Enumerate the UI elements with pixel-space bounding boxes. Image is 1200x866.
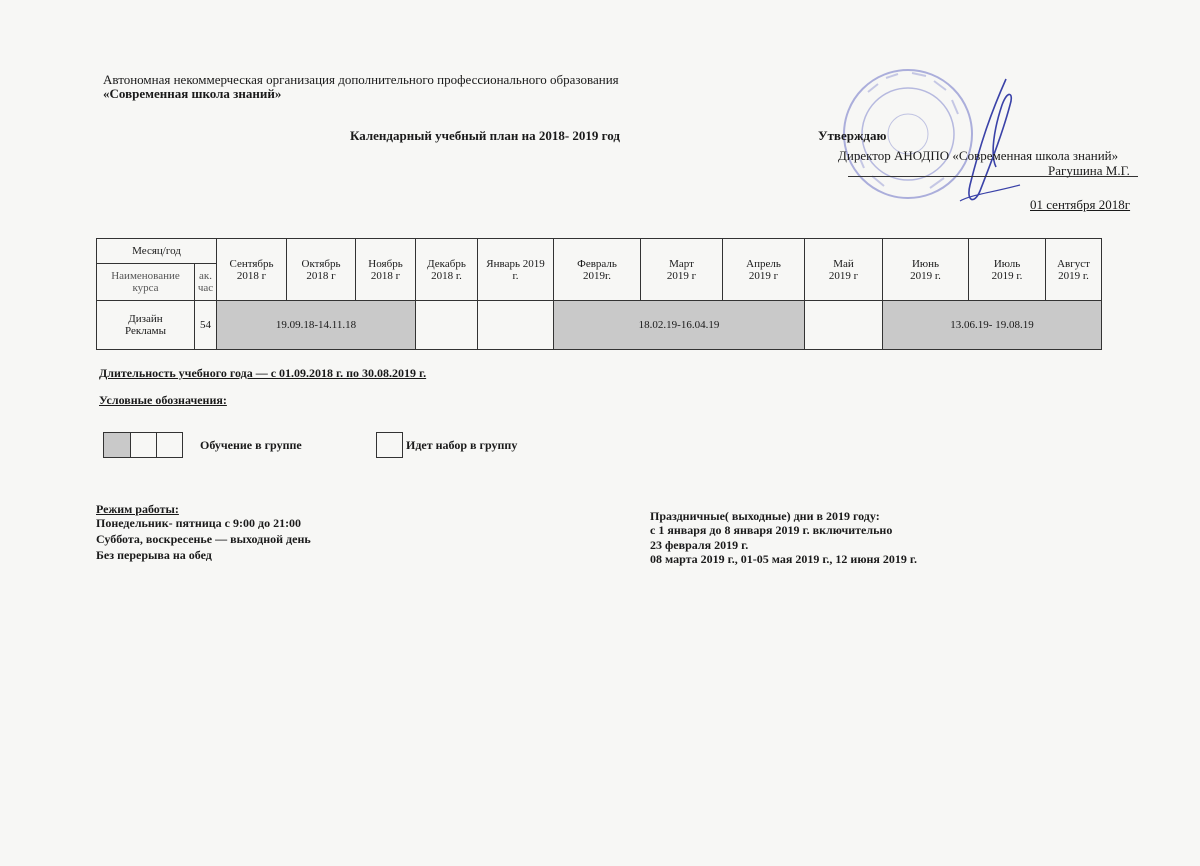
legend-title: Условные обозначения: xyxy=(99,393,227,407)
director-title: Директор АНОДПО «Современная школа знаний» xyxy=(838,148,1119,163)
legend-enrollment-label: Идет набор в группу xyxy=(406,438,518,452)
month-header: Декабрь 2018 г. xyxy=(416,239,478,301)
table-header-row xyxy=(97,239,1102,264)
month-header: Май 2019 г xyxy=(805,239,883,301)
month-header: Февраль 2019г. xyxy=(554,239,641,301)
month-header: Январь 2019 г. xyxy=(478,239,554,301)
course-name-header: Наименование курса xyxy=(97,264,195,301)
course-name-cell: Дизайн Рекламы xyxy=(97,301,195,350)
month-header: Октябрь 2018 г xyxy=(287,239,356,301)
study-period-cell: 19.09.18-14.11.18 xyxy=(217,301,416,350)
legend-swatch-filled xyxy=(103,432,131,458)
legend-swatch-empty xyxy=(130,432,157,458)
work-mode-title: Режим работы: xyxy=(96,502,179,516)
legend-group-study-label: Обучение в группе xyxy=(200,438,302,452)
holidays-title: Праздничные( выходные) дни в 2019 году: xyxy=(650,509,880,523)
signature-line xyxy=(848,176,1138,177)
empty-cell xyxy=(805,301,883,350)
calendar-plan-table xyxy=(96,238,1102,350)
holiday-line: 08 марта 2019 г., 01-05 мая 2019 г., 12 июня 2019 г. xyxy=(650,552,918,566)
table-row xyxy=(97,301,1102,350)
month-header: Ноябрь 2018 г xyxy=(356,239,416,301)
approval-date: 01 сентября 2018г xyxy=(1030,197,1131,212)
study-period-cell: 13.06.19- 19.08.19 xyxy=(883,301,1102,350)
academic-year-duration: Длительность учебного года — с 01.09.2018 г. по 30.08.2019 г. xyxy=(99,366,427,380)
holiday-line: 23 февраля 2019 г. xyxy=(650,538,749,552)
month-header: Июнь 2019 г. xyxy=(883,239,969,301)
month-header: Июль 2019 г. xyxy=(969,239,1046,301)
work-mode-line: Суббота, воскресенье — выходной день xyxy=(96,532,311,546)
month-header: Сентябрь 2018 г xyxy=(217,239,287,301)
hours-header: ак. час xyxy=(195,264,217,301)
organization-short-name: «Современная школа знаний» xyxy=(103,86,282,101)
legend-swatch-enrollment xyxy=(376,432,403,458)
document-title: Календарный учебный план на 2018- 2019 год xyxy=(350,128,620,143)
month-year-header: Месяц/год xyxy=(97,239,217,264)
month-header: Август 2019 г. xyxy=(1046,239,1102,301)
month-header: Март 2019 г xyxy=(641,239,723,301)
work-mode-line: Без перерыва на обед xyxy=(96,548,212,562)
study-period-cell: 18.02.19-16.04.19 xyxy=(554,301,805,350)
holiday-line: с 1 января до 8 января 2019 г. включительно xyxy=(650,523,893,537)
empty-cell xyxy=(478,301,554,350)
empty-cell xyxy=(416,301,478,350)
month-header: Апрель 2019 г xyxy=(723,239,805,301)
signer-name: Рагушина М.Г. xyxy=(1048,163,1130,178)
hours-cell: 54 xyxy=(195,301,217,350)
organization-name: Автономная некоммерческая организация дополнительного профессионального образования xyxy=(103,72,619,87)
legend-swatch-empty xyxy=(156,432,183,458)
work-mode-line: Понедельник- пятница с 9:00 до 21:00 xyxy=(96,516,302,530)
approval-label: Утверждаю xyxy=(818,128,887,143)
